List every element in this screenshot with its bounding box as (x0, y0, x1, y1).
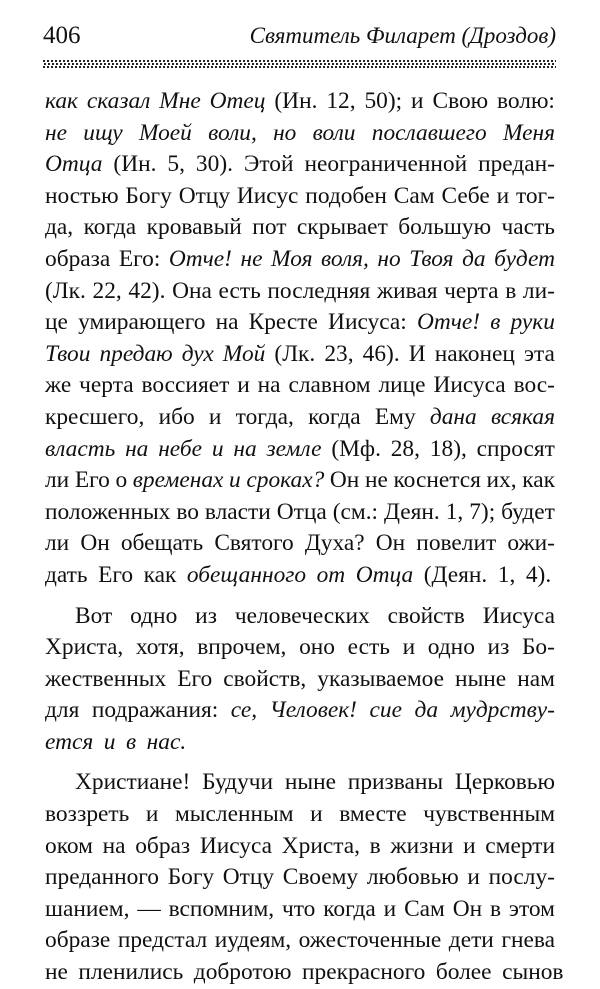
italic-word: Твои (45, 340, 91, 367)
text-line (45, 767, 555, 799)
italic-word: не (45, 119, 67, 146)
paragraph-gap (45, 592, 555, 601)
word: 4). (525, 561, 552, 588)
word: и (463, 832, 476, 859)
italic-word: нас. (146, 728, 187, 755)
italic-word: сие (369, 697, 402, 724)
text-line (45, 497, 555, 529)
text-line (45, 560, 555, 592)
word: положенных (45, 498, 171, 525)
word: подражания: (91, 697, 219, 724)
word: лице (378, 372, 426, 399)
word: не (364, 467, 388, 494)
italic-word: да (462, 245, 486, 272)
text-line (45, 727, 555, 759)
word: наконец (434, 340, 515, 367)
word: и (496, 182, 510, 209)
word: ожесточенные (298, 927, 442, 954)
word: Ему (374, 403, 416, 430)
word: Богу (125, 182, 172, 209)
text-line (45, 212, 555, 244)
text-line (45, 181, 555, 213)
text-line (45, 601, 555, 633)
word: Он (80, 530, 110, 557)
italic-word: от (316, 561, 346, 588)
paragraph (45, 767, 564, 988)
word: Богу (167, 864, 215, 891)
header-ornamental-rule (43, 60, 556, 68)
word: ли (45, 530, 70, 557)
word: Христа, (281, 832, 360, 859)
word: добротою (193, 959, 292, 986)
italic-word: на (125, 435, 149, 462)
word: 50); (364, 88, 403, 114)
italic-word: дана (429, 403, 477, 430)
word: что (281, 895, 316, 922)
word: и (237, 372, 250, 399)
word: черта (79, 372, 134, 399)
word: на (257, 372, 281, 399)
italic-word: и (103, 728, 116, 755)
italic-word: дух (181, 340, 214, 367)
paragraph (45, 86, 555, 592)
italic-word: ищу (83, 119, 123, 146)
word: Церковью (454, 769, 555, 796)
word: вспомним, (168, 895, 275, 922)
italic-word: воли (312, 119, 356, 146)
word: ныне (455, 665, 507, 692)
word: Деян. (384, 498, 440, 525)
word: часть (501, 214, 555, 241)
italic-word: Отец (209, 88, 266, 114)
word: волю: (497, 88, 555, 114)
word: образе (45, 927, 111, 954)
word: Его (74, 467, 110, 494)
word: жественных (45, 665, 167, 692)
word: иудеям, (214, 927, 292, 954)
word: одно (130, 602, 178, 629)
italic-word: пославшего (371, 119, 487, 146)
italic-word: руки (510, 309, 555, 336)
running-title: Святитель Филарет (Дроздов) (249, 23, 556, 48)
italic-word: Мне (159, 88, 201, 114)
word: дать (45, 561, 88, 588)
word: оно (299, 634, 335, 661)
italic-word: мудрству- (450, 697, 555, 724)
word: мысленным (175, 801, 294, 828)
word: когда (323, 895, 376, 922)
word: и (145, 801, 159, 828)
word: не (45, 959, 68, 986)
word: неограниченной (304, 151, 468, 178)
word: оком (45, 832, 93, 859)
word: славном (288, 372, 371, 399)
italic-word: но (377, 245, 401, 272)
word: Он (375, 530, 406, 557)
italic-word: Человек! (269, 697, 357, 724)
word: этом (508, 895, 555, 922)
word: 42). (128, 277, 166, 304)
italic-word: и (229, 467, 241, 494)
italic-word: Меня (502, 119, 555, 146)
word: на (215, 309, 239, 336)
word: Его (98, 561, 134, 588)
word: Иисуса (482, 602, 555, 629)
word: живая (376, 277, 438, 304)
word: тогда, (235, 403, 294, 430)
text-line (45, 894, 555, 926)
word: есть (218, 277, 261, 304)
text-line (45, 528, 555, 560)
word: одно (427, 634, 475, 661)
word: вместе (339, 801, 407, 828)
text-line (45, 465, 555, 497)
word: Вот (75, 602, 113, 629)
word: — (137, 895, 161, 922)
word: свойств (387, 602, 465, 629)
word: 22, (92, 277, 122, 304)
italic-word: как (45, 88, 78, 114)
italic-word: в (490, 309, 501, 336)
word: (Лк. (45, 277, 86, 304)
word: на (102, 832, 126, 859)
word: в (505, 277, 517, 304)
word: ожи- (507, 530, 555, 557)
word: во (176, 498, 199, 525)
italic-word: ется (45, 728, 94, 755)
word: как (143, 561, 177, 588)
word: гнева (501, 927, 555, 954)
word: Иисус (236, 182, 299, 209)
word: Иисуса: (328, 309, 407, 336)
italic-word: Моя (271, 245, 313, 272)
word: Христиане! (75, 769, 191, 796)
word: Сам (393, 182, 435, 209)
word: кровавый (146, 214, 242, 241)
word: в (369, 832, 381, 859)
word: указываемое (317, 665, 444, 692)
word: о (115, 467, 128, 494)
word: кресшего, (45, 403, 145, 430)
word: вос- (513, 372, 555, 399)
word: из (487, 634, 510, 661)
word: прекрасного (301, 959, 426, 986)
word: хотя, (135, 634, 185, 661)
text-line (45, 799, 555, 831)
word: 7); (469, 498, 496, 525)
word: воссияет (141, 372, 230, 399)
word: Бо- (521, 634, 555, 661)
italic-word: да (414, 697, 439, 724)
italic-word: на (233, 435, 257, 462)
word: Себе (441, 182, 490, 209)
word: и (310, 801, 323, 828)
italic-word: Твоя (409, 245, 454, 272)
word: и (208, 403, 222, 430)
text-line (45, 86, 555, 118)
word: большую (398, 214, 492, 241)
word: для (45, 697, 80, 724)
word: эта (523, 340, 555, 367)
italic-word: не (240, 245, 263, 272)
italic-word: и (211, 435, 224, 462)
word: преданного (45, 864, 160, 891)
word: ли (45, 467, 70, 494)
word: 23, (324, 340, 354, 367)
word: впрочем, (197, 634, 287, 661)
word: повелит (416, 530, 497, 557)
word: Он (329, 467, 360, 494)
word: Сам (404, 895, 445, 922)
word: коснется (393, 467, 481, 494)
word: смерти (485, 832, 555, 859)
word: же (45, 372, 72, 399)
word: Отцу (222, 864, 275, 891)
italic-word: власть (45, 435, 116, 462)
italic-word: но (273, 119, 297, 146)
word: из (195, 602, 217, 629)
word: будет (501, 498, 555, 525)
italic-word: предаю (99, 340, 173, 367)
word: послу- (488, 864, 555, 891)
word: 12, (326, 88, 356, 114)
text-line (45, 664, 555, 696)
italic-word: Моей (138, 119, 192, 146)
word: ныне (284, 769, 336, 796)
word: Его: (118, 245, 161, 272)
text-line (45, 339, 555, 371)
word: жизни (390, 832, 454, 859)
word: подобен (305, 182, 387, 209)
text-line (45, 831, 555, 863)
word: (Мф. (331, 435, 381, 462)
word: ностью (45, 182, 119, 209)
word: обещать (120, 530, 204, 557)
italic-word: всякая (490, 403, 555, 430)
word: (Ин. (113, 151, 157, 178)
word: да, (45, 214, 74, 241)
word: Отца (276, 498, 327, 525)
italic-word: воля, (321, 245, 369, 272)
text-line (45, 244, 555, 276)
text-line (45, 307, 555, 339)
word: есть (347, 634, 390, 661)
paragraph-gap (45, 758, 555, 767)
word: 1, (445, 498, 464, 525)
text-line (45, 957, 564, 989)
word: образ (135, 832, 191, 859)
word: их, (486, 467, 517, 494)
text-line (45, 118, 555, 150)
word: Иисуса (433, 372, 506, 399)
word: власти (204, 498, 271, 525)
word: Духа? (304, 530, 365, 557)
word: Иисуса (199, 832, 273, 859)
paragraph (45, 601, 555, 759)
text-line (45, 434, 555, 466)
word: 30). (195, 151, 233, 178)
word: тог- (515, 182, 555, 209)
text-line (45, 925, 555, 957)
word: более (435, 959, 492, 986)
text-line (45, 695, 555, 727)
word: сынов (502, 959, 564, 986)
word: 5, (167, 151, 185, 178)
word: умирающего (78, 309, 206, 336)
italic-word: сроках? (246, 467, 325, 494)
text-line (45, 402, 555, 434)
word: и (467, 864, 480, 891)
word: дети (448, 927, 494, 954)
page-number: 406 (43, 22, 81, 49)
word: когда (83, 214, 137, 241)
word: це (45, 309, 68, 336)
word: пот (252, 214, 287, 241)
word: скрывает (296, 214, 388, 241)
italic-word: сказал (86, 88, 151, 114)
page-header (43, 20, 556, 54)
italic-word: воли, (208, 119, 257, 146)
word: 46). (362, 340, 400, 367)
word: (см.: (332, 498, 379, 525)
italic-word: Мой (222, 340, 266, 367)
italic-word: Отца (355, 561, 414, 588)
word: 28, (390, 435, 420, 462)
word: чувственным (423, 801, 555, 828)
word: шанием, (45, 895, 130, 922)
word: черта (444, 277, 499, 304)
word: предан- (478, 151, 555, 178)
word: 1, (497, 561, 516, 588)
word: Он (452, 895, 483, 922)
word: Свою (432, 88, 489, 114)
word: Будучи (202, 769, 274, 796)
text-line (45, 276, 555, 308)
italic-word: в (125, 728, 137, 755)
word: и (411, 88, 424, 114)
word: и (383, 895, 397, 922)
word: образа (45, 245, 111, 272)
word: Святого (214, 530, 294, 557)
italic-word: Отче! (168, 245, 232, 272)
word: Кресте (248, 309, 318, 336)
text-line (45, 632, 555, 664)
text-line (45, 862, 555, 894)
word: И (408, 340, 426, 367)
italic-word: будет (494, 245, 555, 272)
word: Этой (243, 151, 294, 178)
word: (Деян. (423, 561, 488, 588)
word: свойств, (223, 665, 307, 692)
word: предстал (117, 927, 208, 954)
italic-word: Отца (45, 151, 103, 178)
text-line (45, 370, 555, 402)
italic-word: се, (230, 697, 258, 724)
word: призваны (347, 769, 444, 796)
word: как (522, 467, 555, 494)
word: Христа, (45, 634, 124, 661)
italic-word: обещанного (186, 561, 307, 588)
word: воззреть (45, 801, 130, 828)
word: спросят (476, 435, 555, 462)
word: Своему (282, 864, 359, 891)
text-line (45, 149, 555, 181)
word: когда (308, 403, 361, 430)
word: и (402, 634, 416, 661)
italic-word: Отче! (416, 309, 481, 336)
word: ли- (522, 277, 555, 304)
word: (Ин. (274, 88, 318, 114)
word: Его (177, 665, 213, 692)
word: любовью (366, 864, 459, 891)
italic-word: небе (158, 435, 203, 462)
word: нам (517, 665, 555, 692)
body-text (45, 86, 564, 989)
word: Она (172, 277, 212, 304)
italic-word: временах (132, 467, 224, 494)
word: последняя (267, 277, 371, 304)
word: ибо (158, 403, 195, 430)
word: Отцу (178, 182, 231, 209)
word: (Лк. (274, 340, 316, 367)
word: в (490, 895, 502, 922)
word: 18), (429, 435, 467, 462)
word: пленились (78, 959, 184, 986)
italic-word: земле (266, 435, 322, 462)
word: человеческих (234, 602, 370, 629)
